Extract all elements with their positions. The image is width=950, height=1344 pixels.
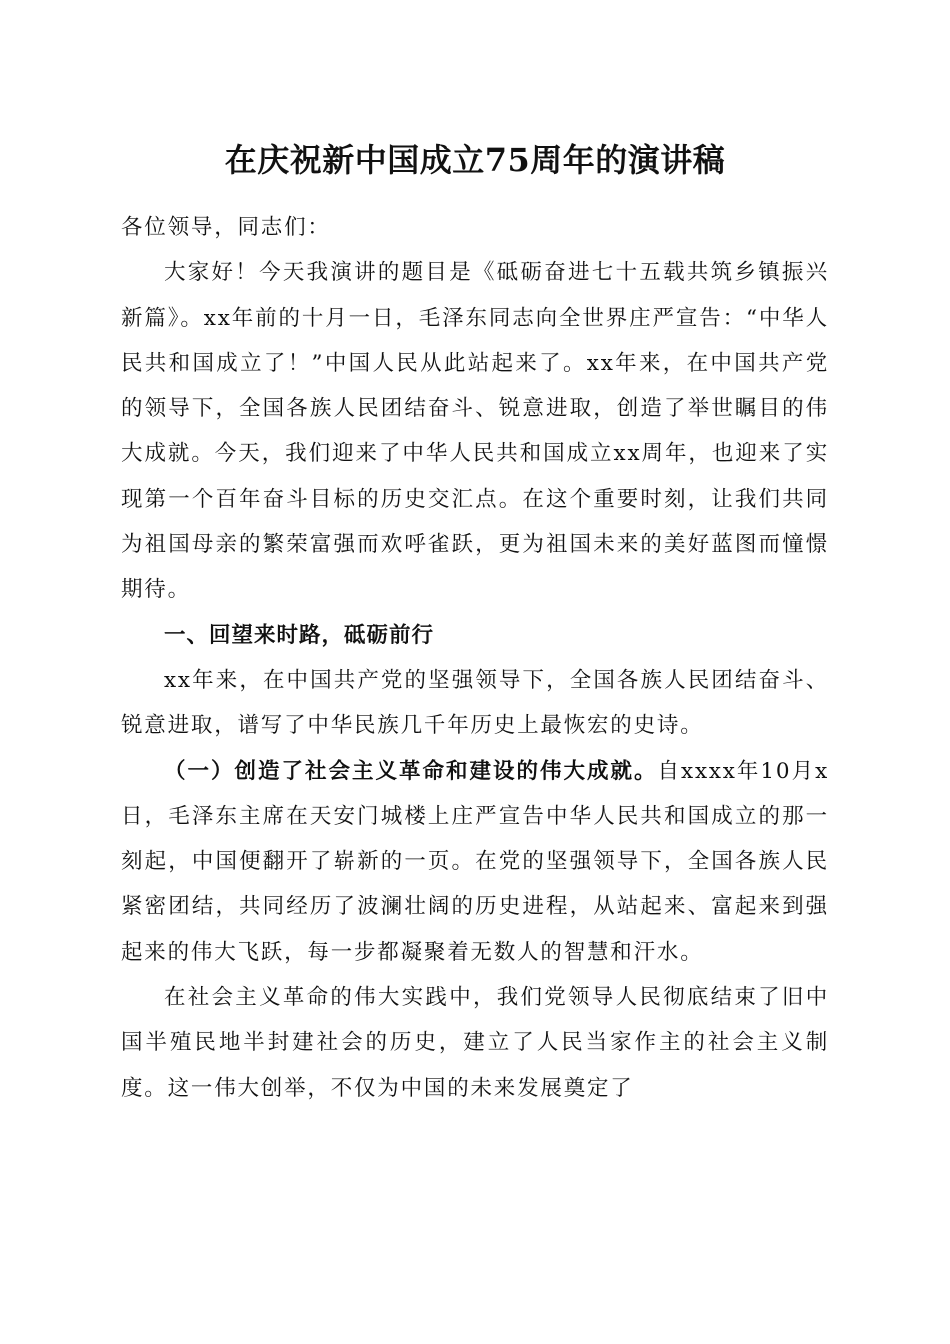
salutation: 各位领导，同志们： bbox=[121, 215, 331, 240]
section-heading: 一、回望来时路，砥砺前行 bbox=[164, 622, 435, 648]
section-paragraph: xx年来，在中国共产党的坚强领导下，全国各族人民团结奋斗、锐意进取，谱写了中华民族几千年历史上最恢宏的史诗。 bbox=[121, 667, 829, 739]
subsection-paragraph bbox=[121, 749, 829, 975]
subsection-body: 自xxxx年10月x日，毛泽东主席在天安门城楼上庄严宣告中华人民共和国成立的那一刻起，中国便翻开了崭新的一页。在党的坚强领导下，全国各族人民紧密团结，共同经历了波澜壮阔的历史进程，从站起来、富起来到强起来的伟大飞跃，每一步都凝聚着无数人的智慧和汗水。 bbox=[121, 758, 830, 965]
document-body bbox=[121, 205, 829, 1111]
intro-paragraph: 大家好！今天我演讲的题目是《砥砺奋进七十五载共筑乡镇振兴新篇》。xx年前的十月一日，毛泽东同志向全世界庄严宣告：“中华人民共和国成立了！”中国人民从此站起来了。xx年来，在中国共产党的领导下，全国各族人民团结奋斗、锐意进取，创造了举世瞩目的伟大成就。今天，我们迎来了中华人民共和国成立xx周年，也迎来了实现第一个百年奋斗目标的历史交汇点。在这个重要时刻，让我们共同为祖国母亲的繁荣富强而欢呼雀跃，更为祖国未来的美好蓝图而憧憬期待。 bbox=[121, 260, 829, 603]
body-paragraph: 在社会主义革命的伟大实践中，我们党领导人民彻底结束了旧中国半殖民地半封建社会的历史，建立了人民当家作主的社会主义制度。这一伟大创举，不仅为中国的未来发展奠定了 bbox=[121, 985, 829, 1101]
document-title: 在庆祝新中国成立75周年的演讲稿 bbox=[224, 141, 726, 179]
subsection-heading: （一）创造了社会主义革命和建设的伟大成就。 bbox=[164, 758, 658, 784]
